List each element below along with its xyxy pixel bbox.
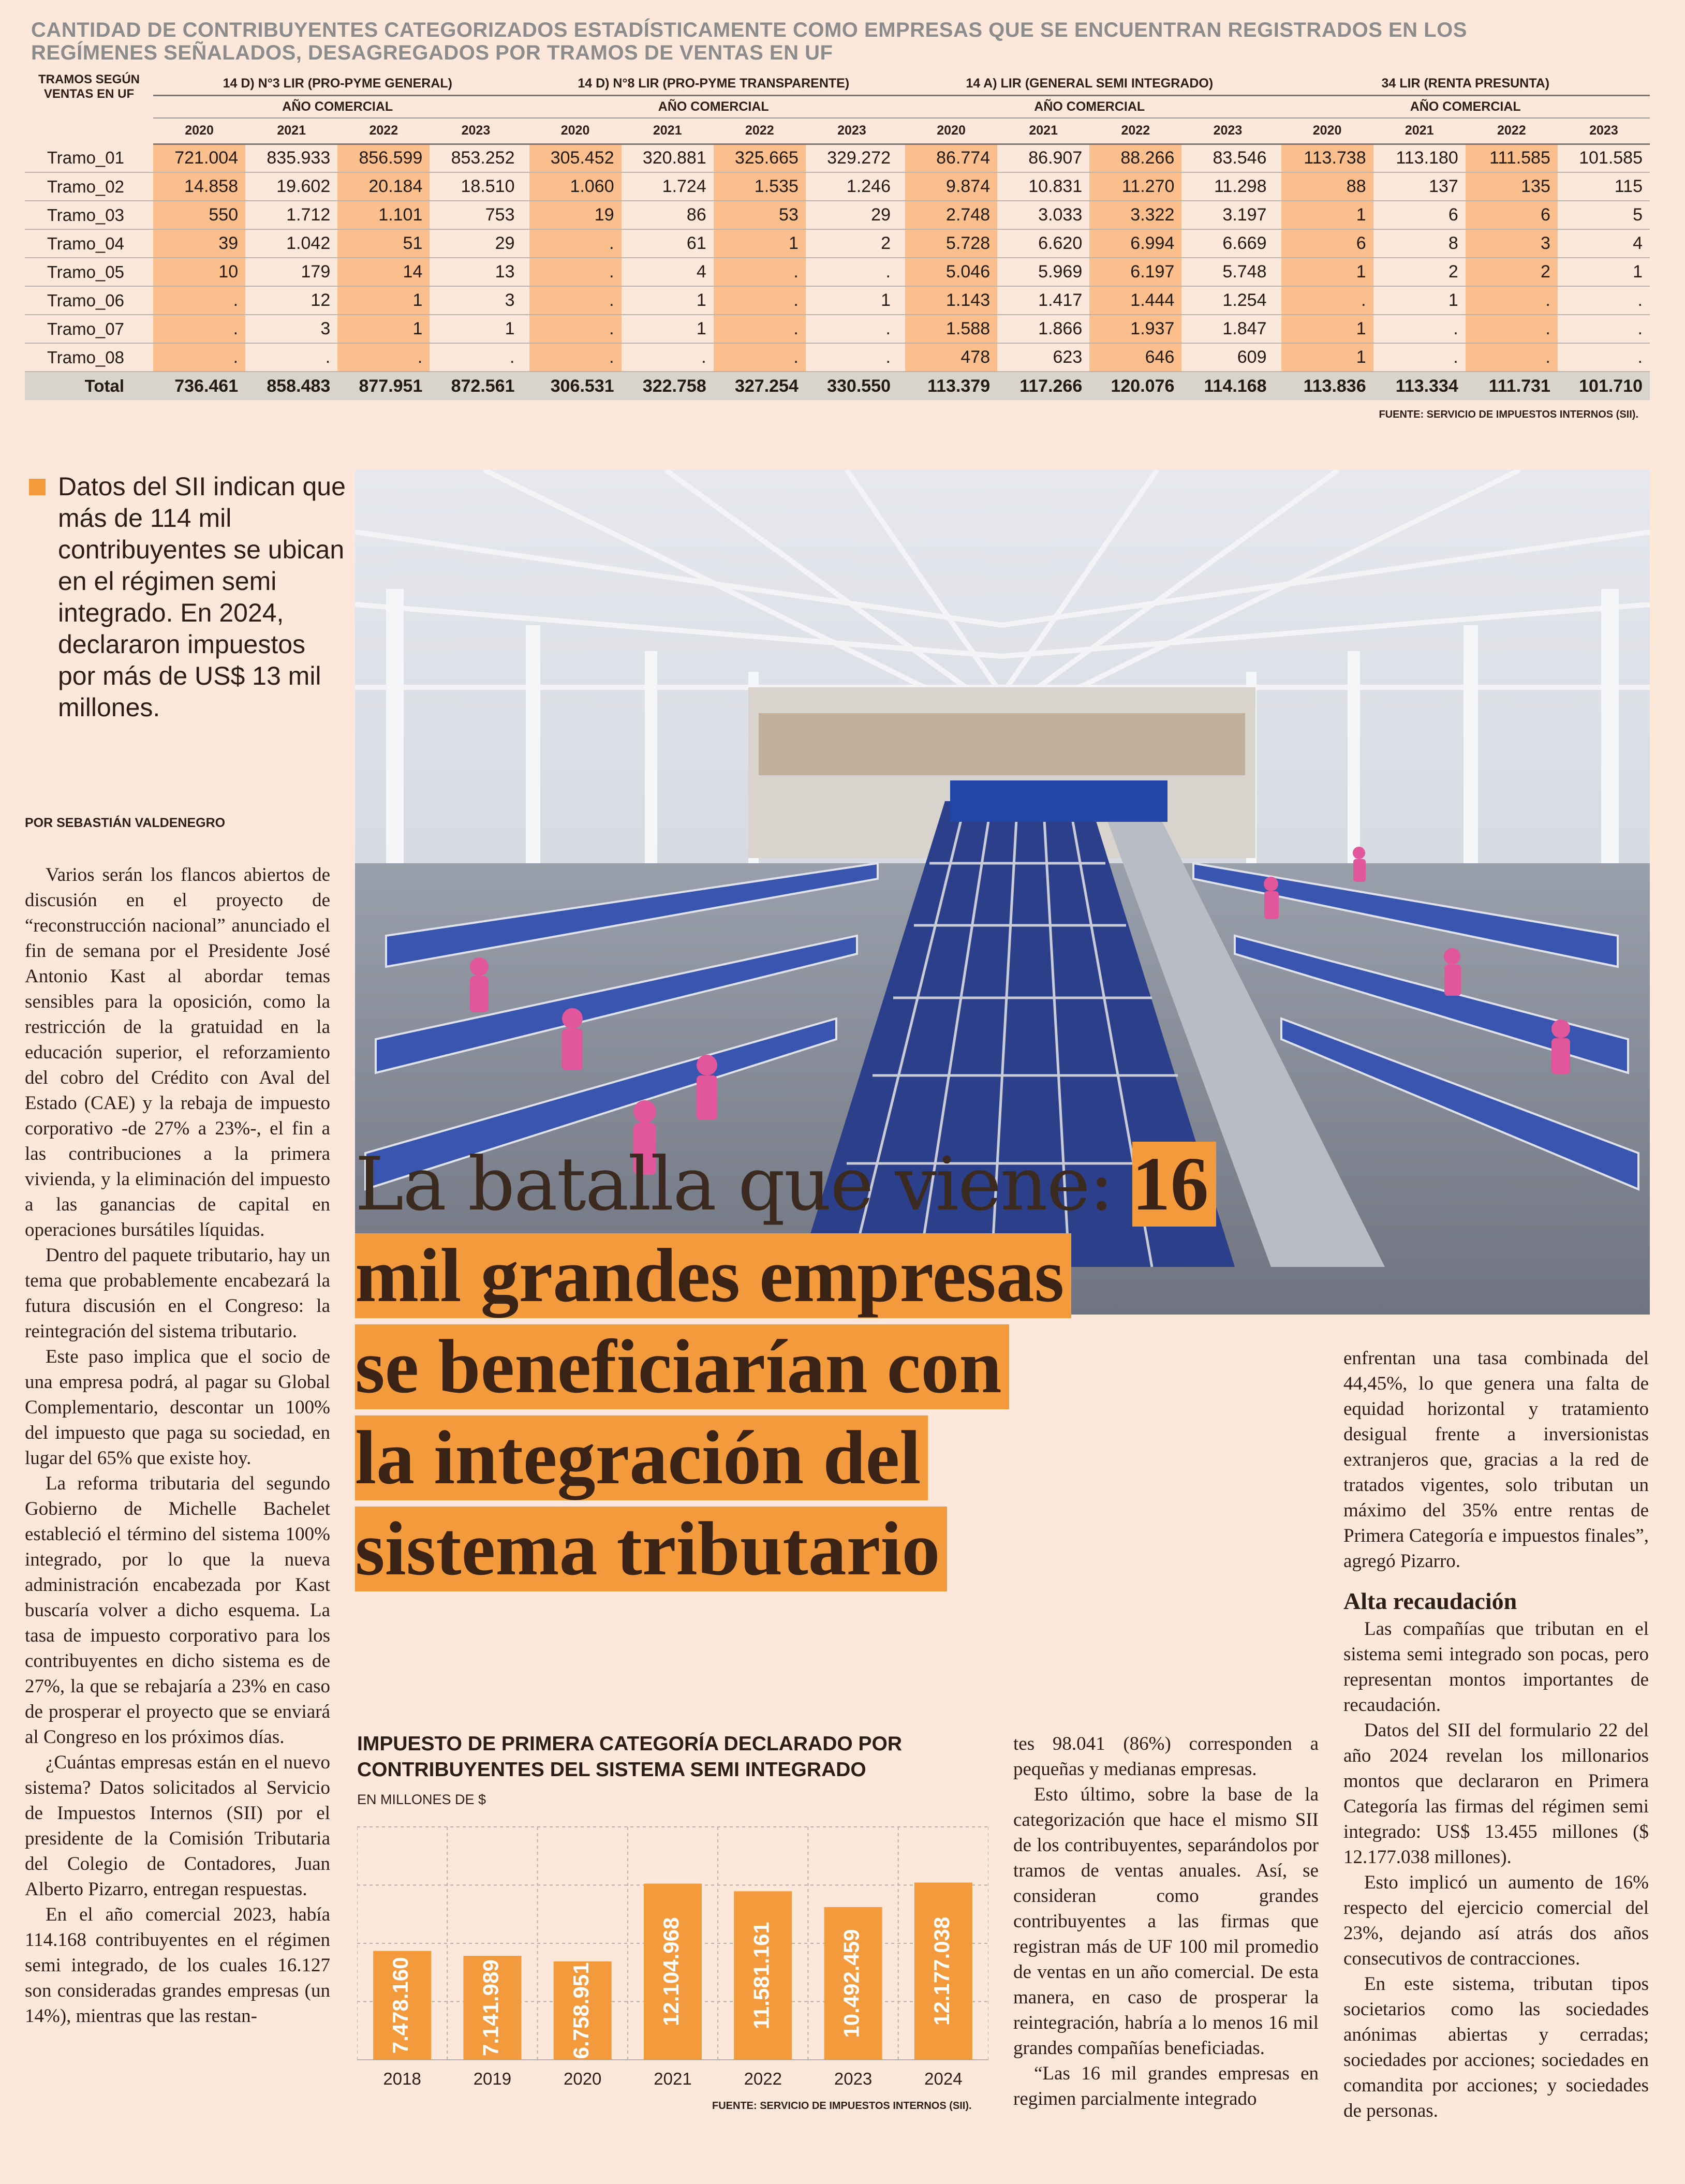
table-cell: 88.266 <box>1089 144 1181 172</box>
table-cell: . <box>337 343 430 372</box>
table-cell: 53 <box>714 201 806 229</box>
bar-value-label: 10.492.459 <box>839 1929 864 2038</box>
table-cell: 1 <box>1281 343 1373 372</box>
table-cell: 101.585 <box>1558 144 1650 172</box>
table-cell: 609 <box>1181 343 1274 372</box>
table-row <box>25 258 1650 286</box>
year-header: 2020 <box>905 118 997 144</box>
year-header: 2022 <box>337 118 430 144</box>
x-tick-label: 2024 <box>924 2069 963 2088</box>
table-cell: . <box>430 343 522 372</box>
table-cell: 1.042 <box>245 229 337 258</box>
table-cell: 5.046 <box>905 258 997 286</box>
year-header: 2022 <box>1466 118 1558 144</box>
table-row <box>25 201 1650 229</box>
table-total-row <box>25 372 1650 400</box>
table-cell: . <box>622 343 714 372</box>
year-header: 2022 <box>1089 118 1181 144</box>
chart-subtitle: EN MILLONES DE $ <box>357 1792 486 1807</box>
anio-header: AÑO COMERCIAL <box>153 95 522 118</box>
row-label: Tramo_02 <box>25 172 153 201</box>
row-label: Tramo_05 <box>25 258 153 286</box>
table-cell: 1.712 <box>245 201 337 229</box>
table-cell: . <box>153 315 245 343</box>
row-label: Tramo_04 <box>25 229 153 258</box>
table-cell: 14.858 <box>153 172 245 201</box>
table-cell: . <box>1281 286 1373 315</box>
tramos-header: TRAMOS SEGÚN VENTAS EN UF <box>38 72 140 101</box>
table-cell: 6.197 <box>1089 258 1181 286</box>
table-cell: 1.254 <box>1181 286 1274 315</box>
bar-value-label: 12.177.038 <box>929 1916 954 2026</box>
table-cell: 2 <box>1466 258 1558 286</box>
table-cell: . <box>529 258 622 286</box>
chart-source: FUENTE: SERVICIO DE IMPUESTOS INTERNOS (SII). <box>712 2100 972 2112</box>
table-row <box>25 343 1650 372</box>
table-cell: 2.748 <box>905 201 997 229</box>
table-cell: 113.379 <box>905 372 997 400</box>
year-header: 2023 <box>806 118 898 144</box>
table-cell: 179 <box>245 258 337 286</box>
table-row <box>25 144 1650 172</box>
table-cell: 6.620 <box>997 229 1089 258</box>
table-cell: 13 <box>430 258 522 286</box>
paragraph: En este sistema, tributan tipos societarios como las sociedades anónimas abiertas y cerradas; sociedades por acciones; sociedades en comandita por acciones; y sociedades de personas. <box>1343 1973 1649 2121</box>
headline-bold-part: mil grandes empresas <box>355 1233 1071 1318</box>
table-cell: . <box>529 343 622 372</box>
table-cell: 721.004 <box>153 144 245 172</box>
paragraph: Esto último, sobre la base de la categorización que hace el mismo SII de los contribuyentes, separándolos por tramos de ventas anuales. Así, se consideran como grandes contribuyentes a las firmas que registran más de UF 100 mil promedio de ventas en un año comercial. De esta manera, en caso de prosperar la reintegración, habría a lo menos 16 mil grandes compañías beneficiadas. <box>1013 1784 1319 2059</box>
table-cell: 29 <box>430 229 522 258</box>
group-header: 14 A) LIR (GENERAL SEMI INTEGRADO) <box>905 72 1274 95</box>
group-header: 14 D) N°3 LIR (PRO-PYME GENERAL) <box>153 72 522 95</box>
year-header: 2022 <box>714 118 806 144</box>
table-cell: 6 <box>1466 201 1558 229</box>
table-cell: 305.452 <box>529 144 622 172</box>
paragraph: “Las 16 mil grandes empresas en regimen parcialmente integrado <box>1013 2063 1319 2109</box>
lede: Datos del SII indican que más de 114 mil contribuyentes se ubican en el régimen semi integrado. En 2024, declararon impuestos por más de US$ 13 mil millones. <box>58 472 346 722</box>
table-cell: 6 <box>1373 201 1466 229</box>
table-cell: 1 <box>1373 286 1466 315</box>
table-cell: . <box>529 286 622 315</box>
table-cell: . <box>806 315 898 343</box>
table-cell: 853.252 <box>430 144 522 172</box>
table-cell: 856.599 <box>337 144 430 172</box>
table-cell: 137 <box>1373 172 1466 201</box>
table-cell: 320.881 <box>622 144 714 172</box>
paragraph: Varios serán los flancos abiertos de discusión en el proyecto de “reconstrucción nacional” anunciado el fin de semana por el Presidente José Antonio Kast al abordar temas sensibles para la oposición, como la restricción de la gratuidad en la educación superior, el reforzamiento del cobro del Crédito con Aval del Estado (CAE) y la rebaja de impuesto corporativo -de 27% a 23%-, el fin a las contribuciones a la primera vivienda, y la eliminación del impuesto a las ganancias de capital en operaciones bursátiles líquidas. <box>25 864 330 1241</box>
table-cell: 114.168 <box>1181 372 1274 400</box>
table-source: FUENTE: SERVICIO DE IMPUESTOS INTERNOS (SII). <box>1379 409 1638 420</box>
table-cell: 6.669 <box>1181 229 1274 258</box>
table-cell: 2 <box>1373 258 1466 286</box>
table-cell: 61 <box>622 229 714 258</box>
table-cell: 3.197 <box>1181 201 1274 229</box>
headline-bold-part: 16 <box>1132 1142 1216 1227</box>
table-cell: 14 <box>337 258 430 286</box>
table-cell: 4 <box>1558 229 1650 258</box>
paragraph: La reforma tributaria del segundo Gobierno de Michelle Bachelet estableció el término del sistema 100% integrado, por lo que la nueva administración encabezada por Kast buscaría volver a dicho esquema. La tasa de impuesto corporativo para los contribuyentes en dicho sistema es de 27%, la que se rebajaría a 23% en caso de prosperar el proyecto que se enviará al Congreso en los próximos días. <box>25 1473 330 1748</box>
paragraph: enfrentan una tasa combinada del 44,45%, lo que genera una falta de equidad horizontal y tratamiento desigual frente a inversionistas extranjeros que, gracias a la red de tratados vigentes, solo tributan un máximo del 35% entre rentas de Primera Categoría e impuestos finales”, agregó Pizarro. <box>1343 1348 1649 1572</box>
table-cell: 135 <box>1466 172 1558 201</box>
bar-value-label: 7.141.989 <box>478 1959 503 2056</box>
table-cell: 111.731 <box>1466 372 1558 400</box>
table-cell: 5 <box>1558 201 1650 229</box>
table-cell: 1 <box>337 286 430 315</box>
table-cell: 86.774 <box>905 144 997 172</box>
table-cell: 623 <box>997 343 1089 372</box>
table-cell: 1 <box>430 315 522 343</box>
table-cell: . <box>714 286 806 315</box>
table-cell: . <box>245 343 337 372</box>
paragraph: Esto implicó un aumento de 16% respecto del ejercicio comercial del 23%, dejando así atrás dos años consecutivos de contracciones. <box>1343 1872 1649 1969</box>
table-cell: 6.994 <box>1089 229 1181 258</box>
year-header: 2023 <box>430 118 522 144</box>
year-header: 2020 <box>153 118 245 144</box>
table-cell: . <box>1466 343 1558 372</box>
byline: POR SEBASTIÁN VALDENEGRO <box>25 816 226 830</box>
table-cell: 835.933 <box>245 144 337 172</box>
table-cell: 1 <box>1281 315 1373 343</box>
table-cell: 5.748 <box>1181 258 1274 286</box>
year-header: 2021 <box>245 118 337 144</box>
year-header: 2023 <box>1558 118 1650 144</box>
table-cell: 88 <box>1281 172 1373 201</box>
table-cell: 19.602 <box>245 172 337 201</box>
table-cell: 1 <box>1281 258 1373 286</box>
table-cell: 29 <box>806 201 898 229</box>
table-cell: 86.907 <box>997 144 1089 172</box>
contribuyentes-table <box>25 72 1650 400</box>
table-cell: 20.184 <box>337 172 430 201</box>
table-cell: 11.270 <box>1089 172 1181 201</box>
table-cell: . <box>1373 343 1466 372</box>
table-cell: 877.951 <box>337 372 430 400</box>
table-cell: . <box>529 315 622 343</box>
table-cell: . <box>1466 286 1558 315</box>
table-cell: . <box>153 343 245 372</box>
x-tick-label: 2022 <box>744 2069 782 2088</box>
table-cell: 120.076 <box>1089 372 1181 400</box>
table-cell: 1.724 <box>622 172 714 201</box>
tax-bar-chart <box>357 1822 988 2091</box>
paragraph: Este paso implica que el socio de una empresa podrá, al pagar su Global Complementario, descontar un 100% del impuesto que paga su sociedad, en lugar del 65% que existe hoy. <box>25 1346 330 1469</box>
table-cell: 3 <box>430 286 522 315</box>
table-cell: 858.483 <box>245 372 337 400</box>
table-cell: 1.143 <box>905 286 997 315</box>
table-cell: 51 <box>337 229 430 258</box>
article-column-4 <box>1343 1346 1649 2123</box>
table-cell: 478 <box>905 343 997 372</box>
table-cell: 1 <box>622 286 714 315</box>
year-header: 2023 <box>1181 118 1274 144</box>
table-cell: 1.246 <box>806 172 898 201</box>
headline-light: La batalla que viene: <box>355 1142 1113 1227</box>
table-cell: 11.298 <box>1181 172 1274 201</box>
table-cell: 1 <box>714 229 806 258</box>
table-cell: 1.101 <box>337 201 430 229</box>
table-cell: 113.836 <box>1281 372 1373 400</box>
table-row <box>25 315 1650 343</box>
headline-bold-part: la integración del <box>355 1415 928 1500</box>
table-cell: 9.874 <box>905 172 997 201</box>
bar-value-label: 12.104.968 <box>659 1917 684 2026</box>
subheading: Alta recaudación <box>1343 1588 1517 1614</box>
table-cell: . <box>714 258 806 286</box>
table-cell: 8 <box>1373 229 1466 258</box>
table-cell: 6 <box>1281 229 1373 258</box>
table-cell: 1 <box>806 286 898 315</box>
bar-value-label: 11.581.161 <box>749 1922 774 2030</box>
headline-bold-part: sistema tributario <box>355 1507 947 1591</box>
table-cell: . <box>153 286 245 315</box>
anio-header: AÑO COMERCIAL <box>529 95 898 118</box>
article-column-3 <box>1013 1731 1319 2112</box>
row-label: Tramo_03 <box>25 201 153 229</box>
table-cell: 10 <box>153 258 245 286</box>
paragraph: En el año comercial 2023, había 114.168 contribuyentes en el régimen semi integrado, de los cuales 16.127 son consideradas grandes empresas (un 14%), mientras que las restan- <box>25 1904 330 2027</box>
paragraph: ¿Cuántas empresas están en el nuevo sistema? Datos solicitados al Servicio de Impuestos Internos (SII) por el presidente de la Comisión Tributaria del Colegio de Contadores, Juan Alberto Pizarro, entregan respuestas. <box>25 1752 330 1900</box>
table-cell: 306.531 <box>529 372 622 400</box>
year-header: 2021 <box>1373 118 1466 144</box>
row-label: Tramo_07 <box>25 315 153 343</box>
table-cell: 1 <box>1281 201 1373 229</box>
table-cell: . <box>1373 315 1466 343</box>
headline-bold-part: se beneficiarían con <box>355 1324 1009 1409</box>
table-cell: 3 <box>245 315 337 343</box>
table-cell: . <box>714 343 806 372</box>
table-cell: 3 <box>1466 229 1558 258</box>
table-cell: . <box>1466 315 1558 343</box>
lede-bullet-icon <box>29 479 46 495</box>
table-cell: 3.033 <box>997 201 1089 229</box>
table-cell: 1.060 <box>529 172 622 201</box>
table-row <box>25 229 1650 258</box>
table-cell: 1.417 <box>997 286 1089 315</box>
anio-header: AÑO COMERCIAL <box>1281 95 1650 118</box>
table-cell: . <box>1558 315 1650 343</box>
year-header: 2020 <box>529 118 622 144</box>
row-label: Tramo_08 <box>25 343 153 372</box>
table-cell: 2 <box>806 229 898 258</box>
table-row <box>25 286 1650 315</box>
table-cell: . <box>806 258 898 286</box>
table-cell: 1.937 <box>1089 315 1181 343</box>
x-tick-label: 2019 <box>473 2069 512 2088</box>
table-cell: 1.444 <box>1089 286 1181 315</box>
anio-header: AÑO COMERCIAL <box>905 95 1274 118</box>
x-tick-label: 2020 <box>564 2069 602 2088</box>
row-label: Tramo_06 <box>25 286 153 315</box>
table-cell: 113.180 <box>1373 144 1466 172</box>
table-cell: 12 <box>245 286 337 315</box>
headline <box>355 1139 1245 1595</box>
table-cell: . <box>1558 286 1650 315</box>
table-cell: . <box>714 315 806 343</box>
table-cell: 736.461 <box>153 372 245 400</box>
table-cell: 117.266 <box>997 372 1089 400</box>
x-tick-label: 2023 <box>834 2069 873 2088</box>
table-cell: 1 <box>1558 258 1650 286</box>
table-cell: 5.969 <box>997 258 1089 286</box>
table-cell: 327.254 <box>714 372 806 400</box>
table-cell: 111.585 <box>1466 144 1558 172</box>
table-cell: 325.665 <box>714 144 806 172</box>
table-cell: 39 <box>153 229 245 258</box>
table-cell: 1.588 <box>905 315 997 343</box>
table-cell: 115 <box>1558 172 1650 201</box>
table-cell: 550 <box>153 201 245 229</box>
table-cell: 113.334 <box>1373 372 1466 400</box>
table-cell: 1.847 <box>1181 315 1274 343</box>
group-header: 14 D) N°8 LIR (PRO-PYME TRANSPARENTE) <box>529 72 898 95</box>
table-cell: 646 <box>1089 343 1181 372</box>
table-cell: 10.831 <box>997 172 1089 201</box>
year-header: 2021 <box>622 118 714 144</box>
paragraph: Datos del SII del formulario 22 del año 2024 revelan los millonarios montos que declararon en Primera Categoría las firmas del régimen semi integrado: US$ 13.455 millones ($ 12.177.038 millones). <box>1343 1720 1649 1868</box>
row-label: Tramo_01 <box>25 144 153 172</box>
table-cell: 3.322 <box>1089 201 1181 229</box>
group-header: 34 LIR (RENTA PRESUNTA) <box>1281 72 1650 95</box>
bar-value-label: 6.758.951 <box>568 1962 593 2059</box>
table-cell: 83.546 <box>1181 144 1274 172</box>
table-cell: 4 <box>622 258 714 286</box>
table-row <box>25 172 1650 201</box>
x-tick-label: 2018 <box>383 2069 421 2088</box>
chart-title: IMPUESTO DE PRIMERA CATEGORÍA DECLARADO POR CONTRIBUYENTES DEL SISTEMA SEMI INTEGRADO <box>357 1733 903 1781</box>
table-cell: 322.758 <box>622 372 714 400</box>
table-cell: 753 <box>430 201 522 229</box>
table-cell: 1 <box>622 315 714 343</box>
bar-value-label: 7.478.160 <box>388 1957 413 2054</box>
table-cell: . <box>806 343 898 372</box>
table-cell: 18.510 <box>430 172 522 201</box>
table-title: CANTIDAD DE CONTRIBUYENTES CATEGORIZADOS ESTADÍSTICAMENTE COMO EMPRESAS QUE SE ENCUENTRAN REGISTRADOS EN LOS REGÍMENES SEÑALADOS, DESAGREGADOS POR TRAMOS DE VENTAS EN UF <box>31 19 1467 64</box>
table-cell: 1.535 <box>714 172 806 201</box>
table-cell: 86 <box>622 201 714 229</box>
paragraph: tes 98.041 (86%) corresponden a pequeñas y medianas empresas. <box>1013 1733 1319 1780</box>
table-cell: 19 <box>529 201 622 229</box>
article-column-1 <box>25 862 330 2029</box>
table-cell: . <box>529 229 622 258</box>
year-header: 2021 <box>997 118 1089 144</box>
table-cell: 330.550 <box>806 372 898 400</box>
x-tick-label: 2021 <box>654 2069 692 2088</box>
paragraph: Dentro del paquete tributario, hay un tema que probablemente encabezará la futura discusión en el Congreso: la reintegración del sistema tributario. <box>25 1245 330 1342</box>
table-cell: 5.728 <box>905 229 997 258</box>
table-cell: 329.272 <box>806 144 898 172</box>
table-cell: . <box>1558 343 1650 372</box>
table-cell: 113.738 <box>1281 144 1373 172</box>
year-header: 2020 <box>1281 118 1373 144</box>
row-label: Total <box>25 372 153 400</box>
table-cell: 872.561 <box>430 372 522 400</box>
paragraph: Las compañías que tributan en el sistema semi integrado son pocas, pero representan montos importantes de recaudación. <box>1343 1618 1649 1716</box>
table-cell: 101.710 <box>1558 372 1650 400</box>
table-cell: 1 <box>337 315 430 343</box>
table-cell: 1.866 <box>997 315 1089 343</box>
